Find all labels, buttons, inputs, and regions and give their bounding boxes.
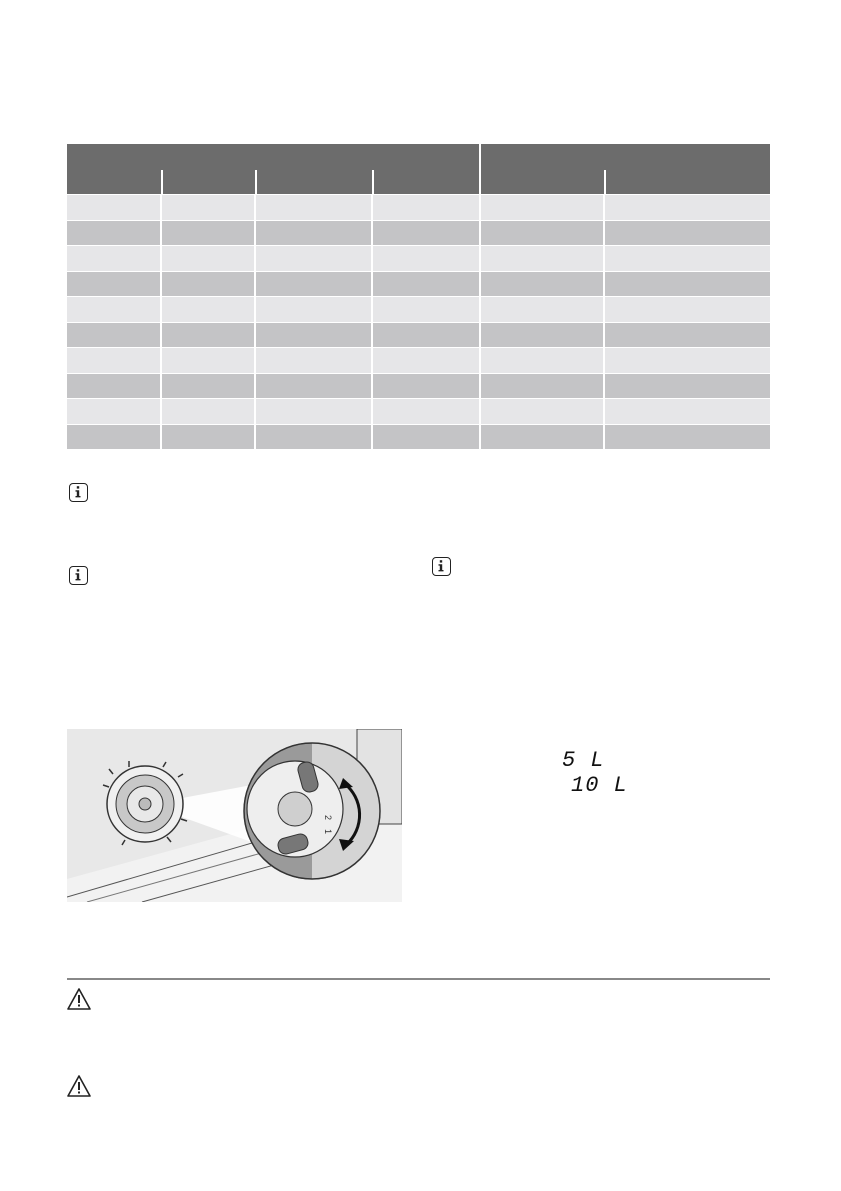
warning-triangle-icon	[66, 987, 92, 1011]
table-cell	[372, 399, 480, 425]
water-hardness-table	[67, 144, 770, 449]
warning-triangle-icon	[66, 1074, 92, 1098]
table-cell	[604, 424, 770, 449]
table-cell	[67, 399, 161, 425]
table-cell	[604, 246, 770, 272]
info-icon	[69, 483, 88, 502]
table-cell	[604, 271, 770, 297]
table-cell	[67, 348, 161, 374]
table-cell	[255, 271, 372, 297]
table-cell	[161, 348, 255, 374]
header-divider	[255, 170, 257, 194]
section-divider	[67, 978, 770, 980]
table-cell	[372, 195, 480, 221]
table-row	[67, 297, 770, 323]
table-cell	[372, 373, 480, 399]
table-cell	[480, 348, 604, 374]
table-cell	[372, 220, 480, 246]
table-cell	[604, 195, 770, 221]
table-cell	[255, 220, 372, 246]
table-cell	[161, 373, 255, 399]
table-cell	[255, 297, 372, 323]
table-row	[67, 322, 770, 348]
table-header-left	[67, 144, 480, 195]
table-cell	[67, 297, 161, 323]
info-icon	[69, 566, 88, 585]
table-cell	[161, 424, 255, 449]
table-cell	[255, 424, 372, 449]
table-cell	[67, 373, 161, 399]
table-cell	[480, 297, 604, 323]
table-cell	[372, 246, 480, 272]
table-row	[67, 271, 770, 297]
header-divider	[604, 170, 606, 194]
table-cell	[480, 399, 604, 425]
table-cell	[604, 399, 770, 425]
table-cell	[161, 220, 255, 246]
info-icon	[432, 557, 451, 576]
table-cell	[161, 246, 255, 272]
table-cell	[372, 322, 480, 348]
table-cell	[604, 373, 770, 399]
dial-label: 2	[323, 815, 333, 821]
table-cell	[604, 348, 770, 374]
table-row	[67, 373, 770, 399]
header-divider	[372, 170, 374, 194]
table-cell	[255, 322, 372, 348]
table-cell	[372, 348, 480, 374]
header-divider	[161, 170, 163, 194]
table-row	[67, 246, 770, 272]
table-cell	[67, 271, 161, 297]
table-row	[67, 424, 770, 449]
table-cell	[255, 348, 372, 374]
dial-label: 1	[323, 829, 333, 835]
table-cell	[255, 195, 372, 221]
table-cell	[480, 424, 604, 449]
table-cell	[255, 373, 372, 399]
table-cell	[67, 195, 161, 221]
table-row	[67, 348, 770, 374]
table-cell	[372, 424, 480, 449]
table-cell	[67, 220, 161, 246]
table-cell	[604, 297, 770, 323]
table-row	[67, 195, 770, 221]
table-cell	[480, 220, 604, 246]
table-cell	[480, 322, 604, 348]
table-cell	[480, 373, 604, 399]
table-cell	[67, 246, 161, 272]
table-cell	[161, 195, 255, 221]
table-cell	[255, 246, 372, 272]
table-cell	[604, 220, 770, 246]
table-cell	[161, 271, 255, 297]
table-row	[67, 399, 770, 425]
table-cell	[67, 322, 161, 348]
table-cell	[161, 399, 255, 425]
table-cell	[161, 297, 255, 323]
table-cell	[604, 322, 770, 348]
table-cell	[480, 195, 604, 221]
water-softener-dial-illustration	[67, 729, 402, 902]
table-cell	[255, 399, 372, 425]
table-cell	[67, 424, 161, 449]
table-cell	[372, 297, 480, 323]
table-row	[67, 220, 770, 246]
table-header-right	[480, 144, 770, 195]
display-readout-10l: 10 L	[571, 773, 628, 798]
table-cell	[372, 271, 480, 297]
table-cell	[480, 271, 604, 297]
table-cell	[161, 322, 255, 348]
display-readout-5l: 5 L	[562, 748, 605, 773]
table-cell	[480, 246, 604, 272]
